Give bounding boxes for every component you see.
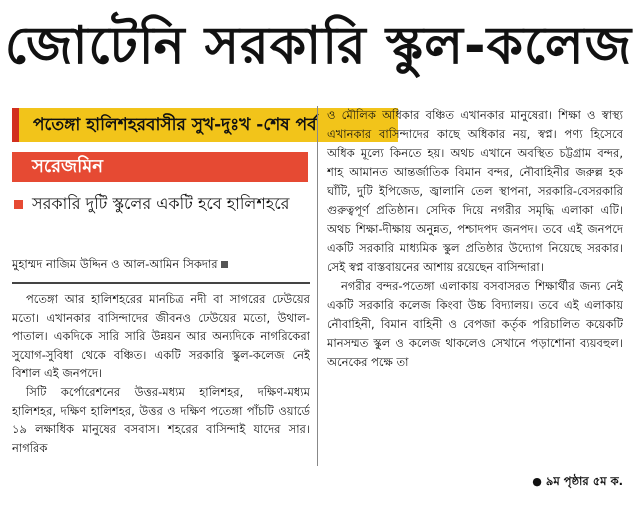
square-bullet-icon — [14, 200, 23, 209]
series-subhead: পতেঙ্গা হালিশহরবাসীর সুখ-দুঃখ -শেষ পর্ব — [12, 108, 398, 142]
paragraph: সিটি কর্পোরেশনের উত্তর-মধ্যম হালিশহর, দক্ষিণ-মধ্যম হালিশহর, দক্ষিণ হালিশহর, উত্তর ও দক্ষিণ পতেঙ্গা পাঁচটি ওয়ার্ডে ১৯ লক্ষাধিক মানুষের বসবাস। শহরের বাসিন্দাই যাদের সার। নাগরিক — [12, 384, 310, 455]
lead-summary — [12, 192, 308, 246]
lead-text: সরকারি দুটি স্কুলের একটি হবে হালিশহরে — [32, 194, 290, 213]
square-bullet-icon — [221, 261, 228, 268]
continuation-note — [490, 470, 623, 492]
paragraph: ও মৌলিক অধিকার বঞ্চিত এখানকার মানুষেরা। শিক্ষা ও স্বাস্থ্য এখানকার বাসিন্দাদের কাছে অধিকার নয়, স্বপ্ন। পণ্য হিসেবে অধিক মূল্যে কিনতে হয়। অথচ এখানে অবস্থিত চট্টগ্রাম বন্দর, শাহ আমানত আন্তর্জাতিক বিমান বন্দর, নৌবাহিনীর জরুল্ল হক ঘাঁটি, দুটি ইপিজেড, জ্বালানি তেল স্থাপনা, সরকারি-বেসরকারি গুরুত্বপূর্ণ প্রতিষ্ঠান। সেদিক দিয়ে নগরীর সমৃদ্ধি এলাকা এটি। অথচ শিক্ষা-দীক্ষায় অনুন্নত, পশ্চাদপদ জনপদ। তবে এই জনপদে একটি সরকারি মাধ্যমিক স্কুল প্রতিষ্ঠার উদ্যোগ নিয়েছে সরকার। সেই স্বপ্ন বাস্তবায়নের আশায় রয়েছেন বাসিন্দারা। — [327, 108, 623, 274]
byline-text: মুহাম্মদ নাজিম উদ্দিন ও আল-আমিন সিকদার — [12, 257, 218, 271]
left-column — [12, 290, 310, 458]
circle-bullet-icon: ● — [532, 475, 542, 488]
column-divider — [317, 106, 318, 466]
paragraph: নগরীর বন্দর-পতেঙ্গা এলাকায় বসবাসরত শিক্ষার্থীর জন্য নেই একটি সরকারি কলেজ কিংবা উচ্চ বিদ্যালয়। তবে এই এলাকায় নৌবাহিনী, বিমান বাহিনী ও বেপজা কর্তৃক পরিচালিত কয়েকটি মানসম্মত স্কুল ও কলেজ থাকলেও সেখানে পড়াশোনা ব্যয়বহুল। অনেকের পক্ষে তা — [327, 279, 623, 369]
byline — [12, 252, 308, 276]
headline: জোটেনি সরকারি স্কুল-কলেজ — [4, 16, 633, 76]
section-tag: সরেজমিন — [12, 152, 308, 182]
continuation-text: ৯ম পৃষ্ঠার ৫ম ক. — [545, 474, 623, 488]
divider — [12, 282, 310, 284]
paragraph: পতেঙ্গা আর হালিশহরের মানচিত্র নদী বা সাগরের ঢেউয়ের মতো। এখানকার বাসিন্দাদের জীবনও ঢেউয়ের মতো, উথাল-পাতাল। একদিকে সারি সারি উন্নয়ন আর অন্যদিকে নাগরিকেরা সুযোগ-সুবিধা থেকে বঞ্চিত। একটি সরকারি স্কুল-কলেজ নেই বিশাল এই জনপদে। — [12, 292, 310, 381]
right-column — [327, 106, 623, 466]
